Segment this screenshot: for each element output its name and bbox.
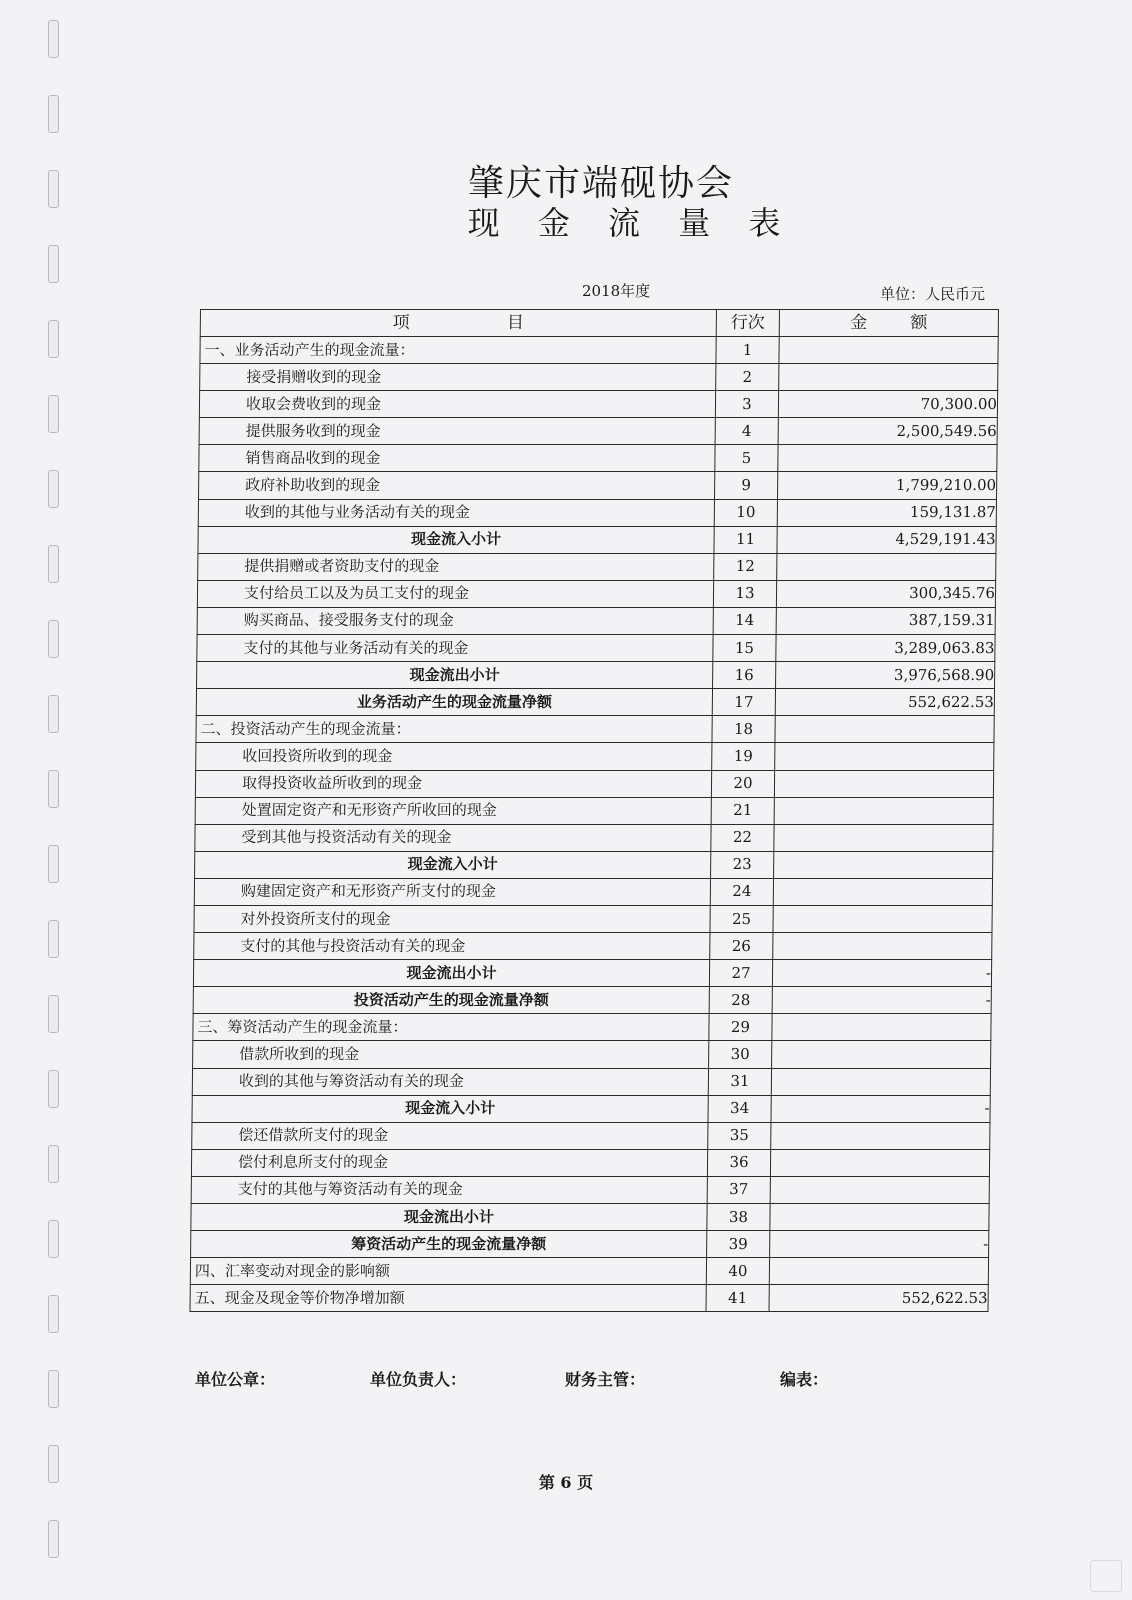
table-row <box>193 1014 991 1041</box>
row-amount-cell <box>770 1176 989 1203</box>
binding-hole-icon <box>48 395 59 433</box>
row-item-cell: 借款所收到的现金 <box>193 1041 709 1068</box>
seal-label: 单位公章： <box>195 1370 276 1389</box>
row-line-number-cell: 24 <box>710 878 773 905</box>
row-line-number-cell: 31 <box>708 1068 771 1095</box>
row-amount-cell <box>774 770 993 797</box>
table-row <box>192 1095 990 1122</box>
row-line-number-cell: 40 <box>706 1258 769 1285</box>
binding-hole-icon <box>48 845 59 883</box>
row-line-number-cell: 34 <box>708 1095 771 1122</box>
row-amount-cell: 159,131.87 <box>777 499 996 526</box>
binding-hole-icon <box>48 95 59 133</box>
binding-hole-icon <box>48 545 59 583</box>
table-row <box>190 1285 988 1312</box>
row-amount-cell <box>774 797 993 824</box>
row-item-cell: 支付给员工以及为员工支付的现金 <box>197 580 713 607</box>
row-amount-cell: 387,159.31 <box>776 607 995 634</box>
row-item-cell: 现金流出小计 <box>191 1204 707 1231</box>
row-line-number-cell: 36 <box>707 1149 770 1176</box>
table-row <box>190 1258 988 1285</box>
table-row <box>197 580 995 607</box>
binding-hole-icon <box>48 920 59 958</box>
row-amount-cell <box>774 851 993 878</box>
row-item-cell: 五、现金及现金等价物净增加额 <box>190 1285 706 1312</box>
row-item-cell: 三、筹资活动产生的现金流量： <box>193 1014 709 1041</box>
binding-hole-icon <box>48 1145 59 1183</box>
row-amount-cell <box>773 905 992 932</box>
page-number: 第 6 页 <box>538 1473 594 1492</box>
row-amount-cell: 552,622.53 <box>769 1285 988 1312</box>
row-line-number-cell: 12 <box>714 553 777 580</box>
binding-hole-icon <box>48 1295 59 1333</box>
table-row <box>193 987 991 1014</box>
row-item-cell: 提供捐赠或者资助支付的现金 <box>198 553 714 580</box>
report-title: 现 金 流 量 表 <box>467 204 795 242</box>
row-amount-cell: 4,529,191.43 <box>777 526 996 553</box>
row-item-cell: 支付的其他与投资活动有关的现金 <box>194 933 710 960</box>
row-line-number-cell: 27 <box>709 960 772 987</box>
column-header-amount: 金 额 <box>779 310 998 337</box>
row-amount-cell <box>770 1149 989 1176</box>
row-item-cell: 接受捐赠收到的现金 <box>200 364 716 391</box>
row-line-number-cell: 22 <box>711 824 774 851</box>
row-line-number-cell: 13 <box>713 580 776 607</box>
row-item-cell: 二、投资活动产生的现金流量： <box>196 716 712 743</box>
finance-supervisor-label: 财务主管： <box>565 1370 646 1389</box>
row-line-number-cell: 15 <box>713 635 776 662</box>
row-item-cell: 投资活动产生的现金流量净额 <box>193 987 709 1014</box>
row-line-number-cell: 25 <box>710 905 773 932</box>
binding-hole-icon <box>48 1070 59 1108</box>
report-year: 2018年度 <box>582 282 651 300</box>
row-line-number-cell: 18 <box>712 716 775 743</box>
row-amount-cell <box>773 933 992 960</box>
table-row <box>193 1041 991 1068</box>
row-line-number-cell: 17 <box>712 689 775 716</box>
table-row <box>191 1176 989 1203</box>
column-header-item: 项 目 <box>200 310 716 337</box>
table-row <box>196 743 994 770</box>
row-item-cell: 收回投资所收到的现金 <box>196 743 712 770</box>
table-row <box>200 364 998 391</box>
row-amount-cell <box>777 553 996 580</box>
row-amount-cell <box>779 364 998 391</box>
table-row <box>195 824 993 851</box>
row-item-cell: 偿付利息所支付的现金 <box>191 1149 707 1176</box>
currency-unit: 单位：人民币元 <box>880 285 986 303</box>
row-line-number-cell: 28 <box>709 987 772 1014</box>
row-line-number-cell: 4 <box>715 418 778 445</box>
row-line-number-cell: 9 <box>715 472 778 499</box>
row-line-number-cell: 2 <box>716 364 779 391</box>
row-line-number-cell: 37 <box>707 1176 770 1203</box>
table-row <box>191 1204 989 1231</box>
organization-name: 肇庆市端砚协会 <box>467 163 734 204</box>
row-line-number-cell: 19 <box>712 743 775 770</box>
row-line-number-cell: 20 <box>711 770 774 797</box>
table-row <box>199 418 997 445</box>
row-item-cell: 现金流入小计 <box>198 526 714 553</box>
row-amount-cell <box>772 1041 991 1068</box>
row-amount-cell: 300,345.76 <box>776 580 995 607</box>
row-amount-cell <box>779 337 998 364</box>
table-row <box>194 878 992 905</box>
row-item-cell: 业务活动产生的现金流量净额 <box>196 689 712 716</box>
table-row <box>191 1231 989 1258</box>
table-row <box>199 391 997 418</box>
binding-hole-icon <box>48 995 59 1033</box>
row-item-cell: 提供服务收到的现金 <box>199 418 715 445</box>
table-row <box>195 770 993 797</box>
row-amount-cell <box>770 1204 989 1231</box>
row-amount-cell <box>771 1068 990 1095</box>
table-row <box>193 960 991 987</box>
row-line-number-cell: 38 <box>707 1204 770 1231</box>
row-item-cell: 支付的其他与业务活动有关的现金 <box>197 635 713 662</box>
row-amount-cell: - <box>771 1095 990 1122</box>
row-amount-cell: 2,500,549.56 <box>778 418 997 445</box>
binding-hole-icon <box>48 695 59 733</box>
binding-hole-icon <box>48 470 59 508</box>
row-item-cell: 对外投资所支付的现金 <box>194 905 710 932</box>
row-line-number-cell: 30 <box>709 1041 772 1068</box>
row-item-cell: 现金流出小计 <box>193 960 709 987</box>
table-row <box>197 607 995 634</box>
table-row <box>194 933 992 960</box>
binding-hole-icon <box>48 770 59 808</box>
row-line-number-cell: 39 <box>707 1231 770 1258</box>
row-amount-cell: 70,300.00 <box>778 391 997 418</box>
row-line-number-cell: 41 <box>706 1285 769 1312</box>
row-item-cell: 处置固定资产和无形资产所收回的现金 <box>195 797 711 824</box>
row-amount-cell <box>775 743 994 770</box>
row-item-cell: 支付的其他与筹资活动有关的现金 <box>191 1176 707 1203</box>
preparer-label: 编表： <box>780 1370 829 1389</box>
row-amount-cell <box>774 824 993 851</box>
row-item-cell: 现金流入小计 <box>192 1095 708 1122</box>
row-line-number-cell: 29 <box>709 1014 772 1041</box>
table-row <box>194 905 992 932</box>
row-line-number-cell: 26 <box>710 933 773 960</box>
row-item-cell: 收到的其他与业务活动有关的现金 <box>198 499 714 526</box>
row-amount-cell <box>772 1014 991 1041</box>
table-row <box>192 1122 990 1149</box>
binding-hole-icon <box>48 20 59 58</box>
row-amount-cell <box>773 878 992 905</box>
row-line-number-cell: 35 <box>708 1122 771 1149</box>
binding-hole-icon <box>48 320 59 358</box>
row-amount-cell <box>778 445 997 472</box>
table-row <box>198 499 996 526</box>
table-row <box>192 1068 990 1095</box>
row-item-cell: 销售商品收到的现金 <box>199 445 715 472</box>
row-item-cell: 收取会费收到的现金 <box>199 391 715 418</box>
row-amount-cell: 3,976,568.90 <box>776 662 995 689</box>
row-item-cell: 购买商品、接受服务支付的现金 <box>197 607 713 634</box>
table-row <box>195 851 993 878</box>
row-amount-cell <box>771 1122 990 1149</box>
row-amount-cell: 1,799,210.00 <box>778 472 997 499</box>
row-item-cell: 取得投资收益所收到的现金 <box>195 770 711 797</box>
row-amount-cell: 3,289,063.83 <box>776 635 995 662</box>
table-row <box>197 635 995 662</box>
row-item-cell: 一、业务活动产生的现金流量： <box>200 337 716 364</box>
table-header-row <box>200 310 998 337</box>
binding-hole-icon <box>48 1220 59 1258</box>
row-line-number-cell: 11 <box>714 526 777 553</box>
row-line-number-cell: 10 <box>714 499 777 526</box>
row-item-cell: 现金流出小计 <box>197 662 713 689</box>
table-row <box>199 445 997 472</box>
head-signature-label: 单位负责人： <box>370 1370 467 1389</box>
binding-hole-icon <box>48 1370 59 1408</box>
column-header-line: 行次 <box>716 310 779 337</box>
row-line-number-cell: 14 <box>713 607 776 634</box>
row-amount-cell <box>769 1258 988 1285</box>
table-row <box>196 716 994 743</box>
row-line-number-cell: 21 <box>711 797 774 824</box>
binding-hole-icon <box>48 245 59 283</box>
row-item-cell: 四、汇率变动对现金的影响额 <box>190 1258 706 1285</box>
cash-flow-table <box>189 309 999 1312</box>
binding-holes <box>48 20 70 1580</box>
row-line-number-cell: 5 <box>715 445 778 472</box>
row-item-cell: 购建固定资产和无形资产所支付的现金 <box>194 878 710 905</box>
row-item-cell: 现金流入小计 <box>195 851 711 878</box>
row-line-number-cell: 23 <box>711 851 774 878</box>
row-line-number-cell: 1 <box>716 337 779 364</box>
row-item-cell: 偿还借款所支付的现金 <box>192 1122 708 1149</box>
table-row <box>198 526 996 553</box>
table-row <box>198 553 996 580</box>
corner-mark-icon <box>1090 1560 1122 1592</box>
row-item-cell: 受到其他与投资活动有关的现金 <box>195 824 711 851</box>
table-row <box>195 797 993 824</box>
row-amount-cell: 552,622.53 <box>775 689 994 716</box>
table-row <box>199 472 997 499</box>
row-item-cell: 筹资活动产生的现金流量净额 <box>191 1231 707 1258</box>
table-row <box>196 689 994 716</box>
binding-hole-icon <box>48 620 59 658</box>
table-row <box>191 1149 989 1176</box>
row-item-cell: 政府补助收到的现金 <box>199 472 715 499</box>
row-amount-cell: - <box>770 1231 989 1258</box>
row-amount-cell: - <box>772 960 991 987</box>
row-line-number-cell: 3 <box>715 391 778 418</box>
binding-hole-icon <box>48 1520 59 1558</box>
row-item-cell: 收到的其他与筹资活动有关的现金 <box>192 1068 708 1095</box>
table-row <box>197 662 995 689</box>
row-amount-cell: - <box>772 987 991 1014</box>
row-amount-cell <box>775 716 994 743</box>
table-row <box>200 337 998 364</box>
row-line-number-cell: 16 <box>713 662 776 689</box>
